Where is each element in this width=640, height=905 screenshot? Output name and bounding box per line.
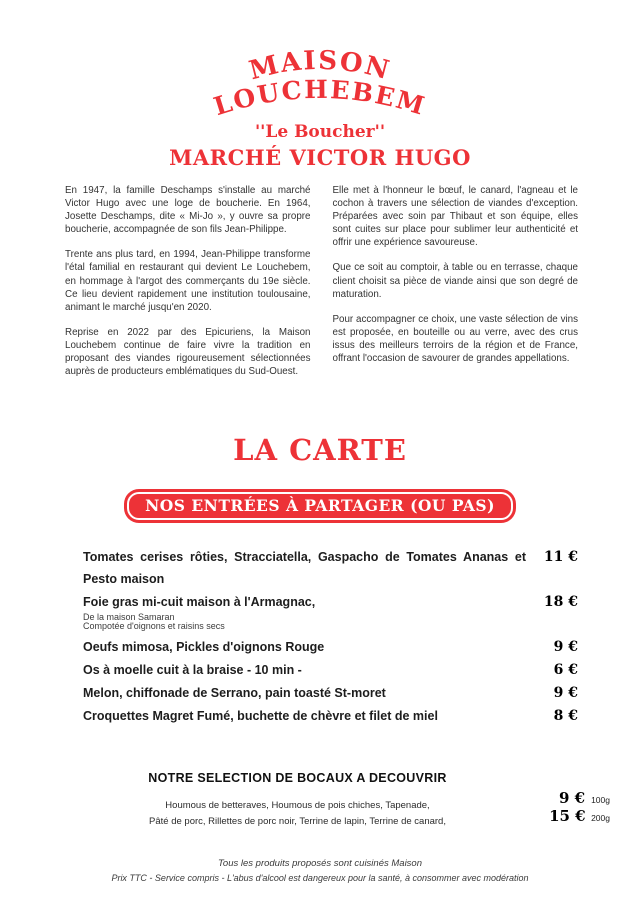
- intro-right-column: [333, 184, 579, 390]
- menu-item: [83, 546, 578, 590]
- menu-item: [83, 705, 578, 727]
- footer-legal-note: Prix TTC - Service compris - L'abus d'alcool est dangereux pour la santé, à consommer avec modération: [111, 873, 529, 883]
- intro-paragraph: Trente ans plus tard, en 1994, Jean-Philippe transforme l'étal familial en restaurant qui devient Le Louchebem, en hommage à l'argot des commerçants du 19e siècle. Ce lieu devient rapidement une institution toulousaine, animant le marché jusqu'en 2020.: [65, 249, 311, 313]
- logo-arc-line2: LOUCHEBEM: [210, 74, 430, 120]
- footer-homemade-note: Tous les produits proposés sont cuisinés Maison: [217, 858, 422, 869]
- intro-paragraph: Elle met à l'honneur le bœuf, le canard, l'agneau et le cochon à travers une sélection de viandes d'exception. Préparées avec soin par Thibaut et son équipe, elles sont cuites sur place pour sublimer leur authenticité et offrir une expérience savoureuse.: [332, 185, 578, 249]
- menu-item: [83, 636, 578, 658]
- legal-footer: [0, 857, 640, 885]
- menu-item-name: Melon, chiffonade de Serrano, pain toasté St-moret: [83, 686, 386, 700]
- bocaux-content: [55, 771, 540, 829]
- menu-item-detail: De la maison Samaran: [83, 612, 175, 622]
- carte-title: LA CARTE: [233, 433, 407, 467]
- menu-item-price: 9 €: [553, 639, 578, 655]
- logo-location: MARCHÉ VICTOR HUGO: [169, 145, 471, 170]
- bocaux-title: NOTRE SELECTION DE BOCAUX A DECOUVRIR: [148, 771, 447, 785]
- menu-item-price: 9 €: [553, 685, 578, 701]
- intro-left-column: [65, 184, 311, 390]
- logo-arc-line1: MAISON: [246, 45, 394, 87]
- menu-item-detail: Compotée d'oignons et raisins secs: [83, 621, 225, 631]
- logo-subtitle: ''Le Boucher'': [254, 122, 386, 142]
- intro-paragraph: En 1947, la famille Deschamps s'installe au marché Victor Hugo avec une loge de boucherie. En 1964, Josette Deschamps, dite « Mi-Jo », y ouvre sa propre boucherie, accompagnée de son fils Jean-Philippe.: [65, 185, 311, 236]
- menu-item-name: Croquettes Magret Fumé, buchette de chèvre et filet de miel: [83, 709, 438, 723]
- menu-item-price: 11 €: [543, 549, 578, 565]
- entrees-menu-list: [83, 546, 578, 728]
- menu-item-name: Oeufs mimosa, Pickles d'oignons Rouge: [83, 640, 325, 654]
- bocaux-portion-size: 200g: [591, 813, 610, 823]
- menu-item-price: 6 €: [553, 662, 578, 678]
- restaurant-logo: [0, 28, 640, 170]
- menu-item-price: 8 €: [553, 708, 578, 724]
- bocaux-price-list: [549, 790, 610, 826]
- entrees-section-badge: [124, 489, 516, 523]
- menu-item-name: Foie gras mi-cuit maison à l'Armagnac,: [83, 595, 316, 609]
- bocaux-price-row: [549, 808, 610, 826]
- menu-item: [83, 682, 578, 704]
- bocaux-price: 15 €: [549, 807, 586, 825]
- menu-item-name: Os à moelle cuit à la braise - 10 min -: [83, 663, 302, 677]
- bocaux-section: [0, 771, 640, 829]
- intro-section: [65, 184, 578, 390]
- menu-item-details: [83, 611, 578, 632]
- menu-item: [83, 659, 578, 681]
- bocaux-portion-size: 100g: [591, 795, 610, 805]
- bocaux-price-row: [549, 790, 610, 808]
- section-badge-row: [0, 489, 640, 523]
- intro-paragraph: Que ce soit au comptoir, à table ou en terrasse, chaque client choisit sa pièce de viande ainsi que son degré de maturation.: [332, 262, 578, 300]
- intro-paragraph: Reprise en 2022 par des Epicuriens, la Maison Louchebem continue de faire vivre la tradition en proposant des viandes rigoureusement sélectionnées auprès de producteurs emblématiques du Sud-Ouest.: [65, 326, 311, 378]
- menu-item-name: Tomates cerises rôties, Stracciatella, Gaspacho de Tomates Ananas et Pesto maison: [83, 550, 526, 586]
- entrees-section-badge-label: NOS ENTRÉES À PARTAGER (OU PAS): [127, 492, 513, 520]
- menu-item: [83, 591, 578, 613]
- arched-logo-text: [0, 28, 640, 120]
- menu-item-price: 18 €: [543, 594, 578, 610]
- bocaux-description-line: Houmous de betteraves, Houmous de pois chiches, Tapenade,: [165, 800, 430, 811]
- bocaux-description: [55, 798, 540, 829]
- intro-paragraph: Pour accompagner ce choix, une vaste sélection de vins est proposée, en bouteille ou au verre, avec des crus issus des meilleurs terroirs de la région et de France, offrant l'occasion de savourer de grandes appellations.: [332, 313, 578, 365]
- bocaux-price: 9 €: [558, 789, 586, 807]
- bocaux-description-line: Pâté de porc, Rillettes de porc noir, Terrine de lapin, Terrine de canard,: [149, 815, 446, 827]
